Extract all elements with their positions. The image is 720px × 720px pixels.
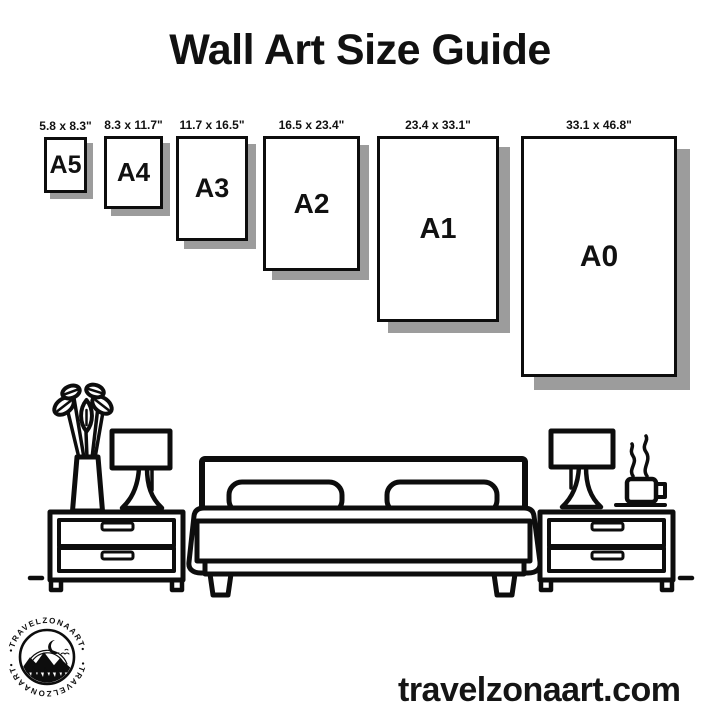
paper-a1: [377, 136, 499, 322]
steam-icon: [644, 436, 648, 476]
drawer-handle: [102, 552, 133, 559]
steam-icon: [631, 444, 634, 476]
size-card-a3: [176, 118, 248, 241]
size-label-a3: A3: [194, 173, 230, 203]
brand-logo: [2, 606, 92, 712]
bed-base: [205, 561, 524, 574]
lamp-right-icon: [551, 431, 613, 507]
size-label-a4: A4: [116, 157, 151, 187]
coffee-cup-icon: [616, 436, 665, 505]
paper-a3: [176, 136, 248, 241]
lamp-left-icon: [112, 431, 170, 508]
paper-a5: [44, 137, 87, 193]
paper-a2: [263, 136, 360, 271]
size-dimensions-a4: 8.3 x 11.7": [104, 118, 163, 132]
drawer-handle: [592, 552, 623, 559]
paper-a4: [104, 136, 163, 209]
size-label-a1: A1: [419, 212, 457, 245]
size-card-a2: [263, 118, 360, 271]
size-card-a1: [377, 118, 499, 322]
size-card-a5: [39, 119, 92, 193]
page-title: Wall Art Size Guide: [169, 26, 551, 74]
size-dimensions-a1: 23.4 x 33.1": [405, 118, 471, 132]
size-dimensions-a0: 33.1 x 46.8": [566, 118, 632, 132]
bed-leg-right: [494, 574, 515, 595]
size-card-a4: [104, 118, 163, 209]
paper-a0: [521, 136, 677, 377]
brand-text-bottom: •TRAVELZONAART•: [6, 661, 88, 699]
bed-leg-left: [210, 574, 231, 595]
mattress-panel: [197, 521, 530, 561]
size-dimensions-a2: 16.5 x 23.4": [278, 118, 345, 132]
plant-vase-icon: [51, 383, 115, 511]
size-card-a0: [521, 118, 677, 377]
nightstand-right-icon: [540, 512, 673, 590]
size-label-a2: A2: [293, 187, 330, 219]
nightstand-left-icon: [50, 512, 183, 590]
drawer-handle: [592, 523, 623, 530]
size-label-a5: A5: [49, 150, 82, 179]
brand-text-top: •TRAVELZONAART•: [6, 615, 88, 653]
bedroom-illustration: [0, 380, 720, 615]
bed-icon: [189, 459, 540, 595]
website-url: travelzonaart.com: [398, 671, 681, 709]
size-label-a0: A0: [579, 239, 619, 273]
drawer-handle: [102, 523, 133, 530]
size-dimensions-a5: 5.8 x 8.3": [39, 119, 92, 133]
size-dimensions-a3: 11.7 x 16.5": [179, 118, 245, 132]
